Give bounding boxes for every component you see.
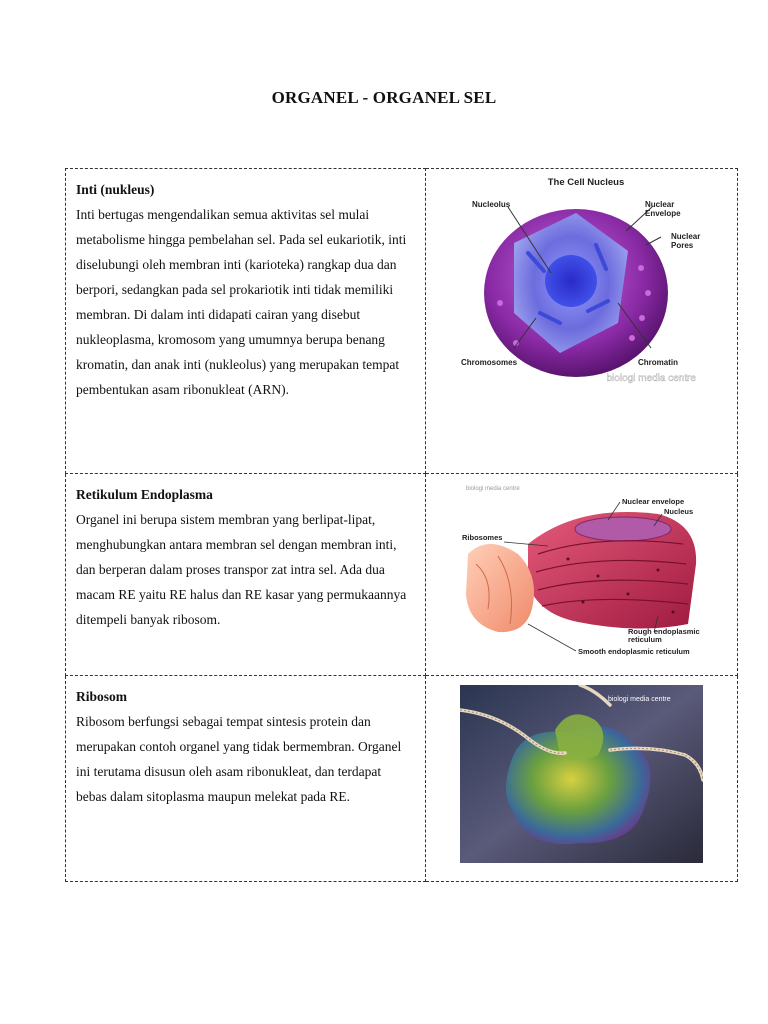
table-row-nucleus [66, 169, 738, 474]
label-er-ribosomes: Ribosomes [462, 533, 503, 542]
heading-ribosome: Ribosom [76, 689, 128, 704]
table-row-er [66, 474, 738, 676]
watermark-er: biologi media centre [466, 486, 520, 492]
label-er-nucleus: Nucleus [664, 507, 694, 516]
text-cell-ribosome [66, 676, 426, 882]
organel-table [65, 168, 738, 882]
figure-cell-nucleus [426, 169, 738, 474]
figure-title-nucleus: The Cell Nucleus [547, 177, 625, 188]
figure-cell-er [426, 474, 738, 676]
text-cell-er [66, 474, 426, 676]
cell-nucleus-diagram [456, 173, 711, 391]
label-rough-er: Rough endoplasmic reticulum [628, 627, 700, 644]
label-nucleolus: Nucleolus [472, 200, 511, 209]
nucleus-shape [575, 517, 671, 541]
label-chromatin: Chromatin [638, 358, 678, 367]
description-er: Organel ini berupa sistem membran yang berlipat-lipat, menghubungkan antara membran sel dengan membran inti, dan berperan dalam proses transpor zat intra sel. Ada dua macam RE yaitu RE halus dan RE kasar yang permukaannya ditempeli banyak ribosom. [76, 512, 407, 627]
er-diagram [458, 484, 713, 660]
label-er-nuclear-envelope: Nuclear envelope [622, 497, 685, 506]
table-row-ribosome [66, 676, 738, 882]
page-title: ORGANEL - ORGANEL SEL [271, 88, 497, 107]
watermark-nucleus: biologi media centre [606, 373, 696, 384]
label-chromosomes: Chromosomes [461, 358, 518, 367]
label-nuclear-envelope: Nuclear Envelope [645, 200, 681, 218]
text-cell-nucleus [66, 169, 426, 474]
figure-cell-ribosome [426, 676, 738, 882]
watermark-ribosome: biologi media centre [608, 696, 671, 703]
description-nucleus: Inti bertugas mengendalikan semua aktivitas sel mulai metabolisme hingga pembelahan sel. Pada sel eukariotik, inti diselubungi oleh membran inti (karioteka) rangkap dua dan berpori, sedangkan pada sel prokariotik inti tidak memiliki membran. Di dalam inti didapati cairan yang disebut nukleoplasma, kromosom yang umumnya berupa benang kromatin, dan anak inti (nukleolus) yang merupakan tempat pembentukan asam ribonukleat (ARN). [76, 207, 407, 397]
smooth-er-shape [466, 544, 534, 632]
label-smooth-er: Smooth endoplasmic reticulum [578, 647, 690, 656]
heading-er: Retikulum Endoplasma [76, 487, 213, 502]
description-ribosome: Ribosom berfungsi sebagai tempat sintesis protein dan merupakan contoh organel yang tidak bermembran. Organel ini terutama disusun oleh asam ribonukleat, dan terdapat bebas dalam sitoplasma maupun melekat pada RE. [76, 714, 402, 804]
heading-nucleus: Inti (nukleus) [76, 182, 155, 197]
label-nuclear-pores: Nuclear Pores [671, 232, 701, 250]
ribosome-illustration [460, 685, 703, 863]
nucleolus-shape [545, 255, 597, 307]
